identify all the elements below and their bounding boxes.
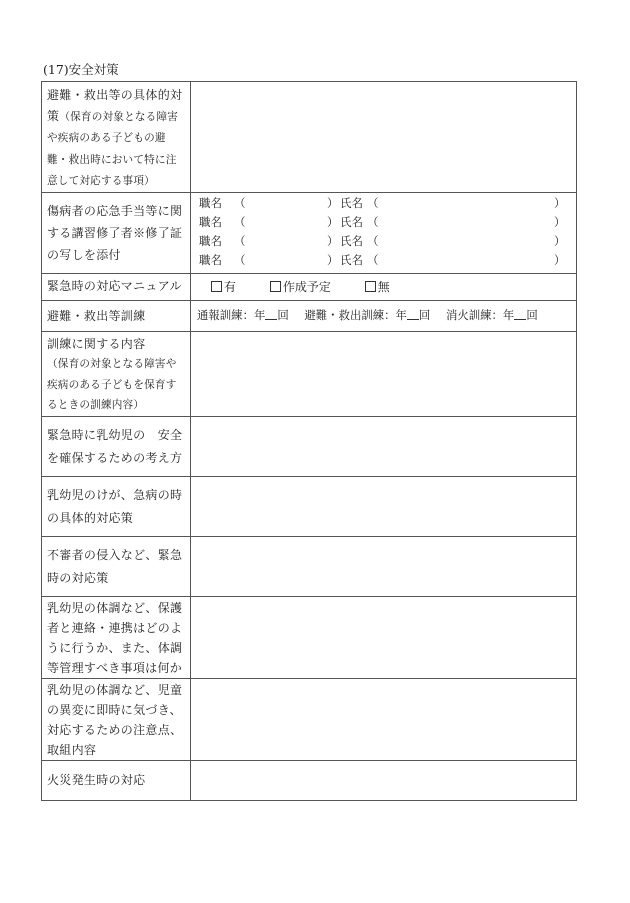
job-title-open-paren: （ <box>234 214 246 229</box>
option-yes-label: 有 <box>224 279 237 294</box>
field-intruder[interactable] <box>191 536 577 596</box>
job-title-label: 職名 <box>199 252 222 267</box>
field-drills <box>191 300 577 331</box>
row-child-changes <box>42 678 577 760</box>
job-title-close-paren: ） <box>327 214 339 229</box>
drill-evacuation-label: 避難・救出訓練：年 <box>304 307 407 322</box>
person-name-label: 氏名 <box>340 195 363 210</box>
person-name-open-paren: （ <box>367 195 379 210</box>
drill-report-label: 通報訓練：年 <box>197 307 266 322</box>
job-title-label: 職名 <box>199 195 222 210</box>
field-first-aid <box>191 192 577 273</box>
job-title-open-paren: （ <box>234 252 246 267</box>
person-name-label: 氏名 <box>340 252 363 267</box>
row-training-content <box>42 331 577 416</box>
drill-fire <box>446 308 538 322</box>
field-fire[interactable] <box>191 760 577 800</box>
label-evacuation-specific <box>42 82 191 193</box>
person-name-close-paren: ） <box>554 214 566 229</box>
drill-report-count[interactable] <box>265 307 277 320</box>
label-manual: 緊急時の対応マニュアル <box>42 273 191 300</box>
label-evacuation-line1: 避難・救出等の具体的対 <box>47 88 183 102</box>
label-first-aid: 傷病者の応急手当等に関する講習修了者※修了証の写しを添付 <box>42 192 191 273</box>
person-name-open-paren: （ <box>367 214 379 229</box>
label-drills: 避難・救出等訓練 <box>42 300 191 331</box>
job-title-label: 職名 <box>199 214 222 229</box>
option-no-label: 無 <box>377 279 390 294</box>
drill-list <box>191 301 576 330</box>
person-row <box>199 232 576 251</box>
drill-evacuation-unit: 回 <box>418 307 431 322</box>
option-no[interactable] <box>365 274 390 300</box>
job-title-open-paren: （ <box>234 233 246 248</box>
checkbox-icon[interactable] <box>211 281 222 292</box>
drill-report-unit: 回 <box>277 307 289 322</box>
drill-fire-label: 消火訓練：年 <box>445 307 515 322</box>
person-row <box>199 194 576 213</box>
person-name-label: 氏名 <box>340 233 363 248</box>
manual-options <box>191 274 576 300</box>
field-evacuation-specific[interactable] <box>191 82 577 193</box>
label-guardian-contact: 乳幼児の体調など、保護者と連絡・連携はどのように行うか、また、体調等管理すべき事項は何か <box>42 596 191 678</box>
checkbox-icon[interactable] <box>365 281 376 292</box>
person-name-close-paren: ） <box>554 252 566 267</box>
label-evacuation-line2: 策 <box>47 108 60 123</box>
job-title-open-paren: （ <box>234 195 246 210</box>
field-guardian-contact[interactable] <box>191 596 577 678</box>
checkbox-icon[interactable] <box>270 281 281 292</box>
row-drills <box>42 300 577 331</box>
label-injury-response: 乳幼児のけが、急病の時の具体的対応策 <box>42 476 191 536</box>
row-injury-response <box>42 476 577 536</box>
row-fire <box>42 760 577 800</box>
row-safety-thinking <box>42 416 577 476</box>
field-safety-thinking[interactable] <box>191 416 577 476</box>
person-name-open-paren: （ <box>367 252 379 267</box>
row-intruder <box>42 536 577 596</box>
safety-measures-table <box>41 81 577 801</box>
job-title-close-paren: ） <box>327 233 339 248</box>
job-title-label: 職名 <box>199 233 222 248</box>
row-guardian-contact <box>42 596 577 678</box>
field-training-content[interactable] <box>191 331 577 416</box>
label-safety-thinking: 緊急時に乳幼児の 安全を確保するための考え方 <box>42 416 191 476</box>
label-evacuation-note: （保育の対象となる障害や疾病のある子どもの避難・救出時において特に注意して対応する事項） <box>47 110 179 187</box>
drill-fire-count[interactable] <box>514 307 526 320</box>
person-name-open-paren: （ <box>367 233 379 248</box>
drill-report <box>197 308 289 322</box>
person-name-label: 氏名 <box>340 214 363 229</box>
field-manual <box>191 273 577 300</box>
label-child-changes: 乳幼児の体調など、児童の異変に即時に気づき、対応するための注意点、取組内容 <box>42 678 191 760</box>
person-row <box>199 213 576 232</box>
section-title: (17)安全対策 <box>43 62 119 77</box>
label-training-note: （保育の対象となる障害や疾病のある子どもを保育するときの訓練内容） <box>47 358 177 411</box>
option-planned[interactable] <box>270 274 331 300</box>
option-yes[interactable] <box>211 274 236 300</box>
option-planned-label: 作成予定 <box>282 279 331 294</box>
label-training-title: 訓練に関する内容 <box>47 336 146 351</box>
drill-evacuation <box>304 308 430 322</box>
person-row <box>199 251 576 270</box>
label-intruder: 不審者の侵入など、緊急時の対応策 <box>42 536 191 596</box>
row-manual <box>42 273 577 300</box>
field-child-changes[interactable] <box>191 678 577 760</box>
job-title-close-paren: ） <box>327 252 339 267</box>
row-evacuation-specific <box>42 82 577 193</box>
label-fire: 火災発生時の対応 <box>42 760 191 800</box>
field-injury-response[interactable] <box>191 476 577 536</box>
row-first-aid <box>42 192 577 273</box>
person-name-close-paren: ） <box>554 195 566 210</box>
job-title-close-paren: ） <box>327 195 339 210</box>
drill-fire-unit: 回 <box>526 307 538 322</box>
drill-evacuation-count[interactable] <box>407 307 419 320</box>
label-training-content <box>42 331 191 416</box>
person-list <box>191 193 576 270</box>
person-name-close-paren: ） <box>554 233 566 248</box>
